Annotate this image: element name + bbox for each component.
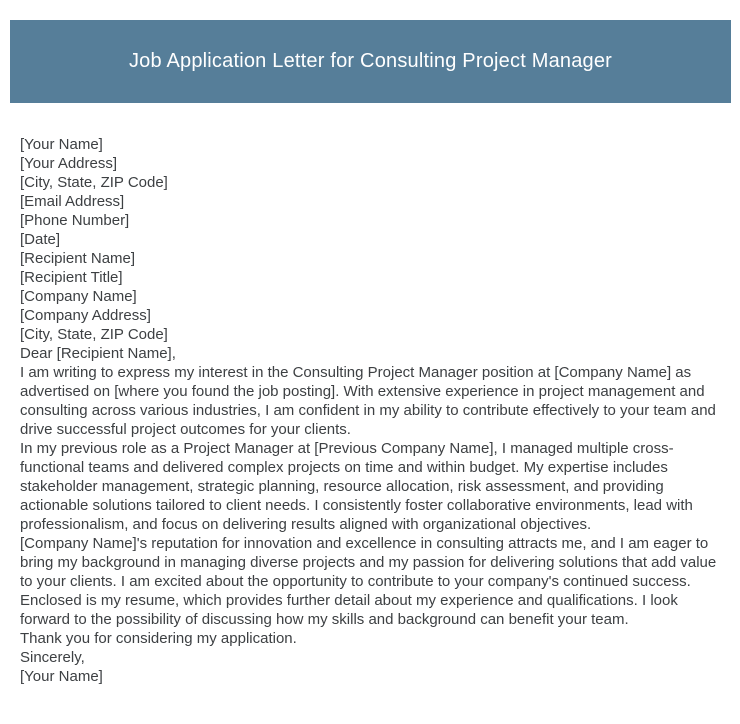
sender-name-line: [Your Name]: [20, 136, 103, 153]
letter-paragraph-experience: In my previous role as a Project Manager at [Previous Company Name], I managed multiple cross-functional teams and delivered complex projects on time and within budget. My expertise includes stakeholder management, strategic planning, resource allocation, risk assessment, and providing actionable solutions tailored to client needs. I consistently foster collaborative environments, lead with professionalism, and focus on delivering results aligned with organizational objectives.: [20, 440, 693, 533]
sender-address-line: [Your Address]: [20, 155, 118, 172]
company-city-line: [City, State, ZIP Code]: [20, 326, 168, 343]
sender-city-line: [City, State, ZIP Code]: [20, 174, 168, 191]
page-title: Job Application Letter for Consulting Project Manager: [128, 50, 613, 72]
letter-signature: [Your Name]: [20, 668, 103, 685]
letter-closing: Sincerely,: [20, 649, 85, 666]
letter-salutation: Dear [Recipient Name],: [20, 345, 176, 362]
letter-thanks-line: Thank you for considering my application.: [20, 630, 297, 647]
sender-phone-line: [Phone Number]: [20, 212, 130, 229]
letter-paragraph-enclosure: Enclosed is my resume, which provides further detail about my experience and qualifications. I look forward to the possibility of discussing how my skills and background can benefit your team.: [20, 592, 678, 628]
letter-body: [20, 135, 731, 686]
recipient-name-line: [Recipient Name]: [20, 250, 136, 267]
letter-paragraph-intro: I am writing to express my interest in the Consulting Project Manager position at [Company Name] as advertised on [where you found the job posting]. With extensive experience in project management and consulting across various industries, I am confident in my ability to contribute effectively to your team and drive successful project outcomes for your clients.: [20, 364, 716, 438]
recipient-title-line: [Recipient Title]: [20, 269, 123, 286]
letter-header-banner: [10, 20, 731, 103]
letter-paragraph-motivation: [Company Name]'s reputation for innovation and excellence in consulting attracts me, and I am eager to bring my background in managing diverse projects and my passion for delivering solutions that add value to your clients. I am excited about the opportunity to contribute to your company's continued success.: [20, 535, 717, 590]
sender-email-line: [Email Address]: [20, 193, 125, 210]
date-line: [Date]: [20, 231, 61, 248]
company-address-line: [Company Address]: [20, 307, 151, 324]
company-name-line: [Company Name]: [20, 288, 137, 305]
